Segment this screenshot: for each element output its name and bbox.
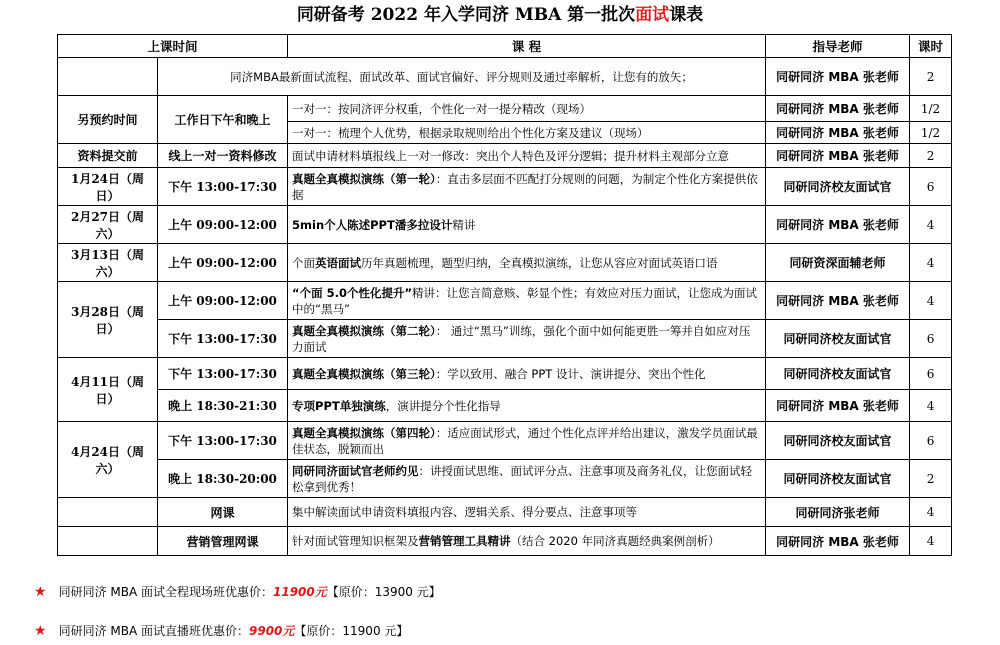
course-cell: 5min个人陈述PPT潘多拉设计精讲 — [288, 206, 766, 244]
teacher-cell: 同研同济 MBA 张老师 — [766, 144, 910, 168]
table-row — [58, 320, 952, 358]
slot-cell: 下午 13:00-17:30 — [158, 320, 288, 358]
hours-cell: 4 — [910, 206, 952, 244]
course-cell: 真题全真模拟演练（第三轮）：学以致用、融合 PPT 设计、演讲提分、突出个性化 — [288, 358, 766, 390]
table-row — [58, 460, 952, 498]
course-cell: 一对一：按同济评分权重，个性化一对一提分精改（现场） — [288, 96, 766, 122]
table-row — [58, 390, 952, 422]
slot-cell: 上午 09:00-12:00 — [158, 282, 288, 320]
teacher-cell: 同研同济 MBA 张老师 — [766, 206, 910, 244]
slot-cell: 上午 09:00-12:00 — [158, 206, 288, 244]
table-header-row — [58, 35, 952, 58]
hours-cell: 4 — [910, 390, 952, 422]
header-hours: 课时 — [910, 35, 952, 58]
slot-cell: 网课 — [158, 498, 288, 527]
teacher-cell: 同研同济校友面试官 — [766, 168, 910, 206]
hours-cell: 4 — [910, 282, 952, 320]
slot-cell: 晚上 18:30-20:00 — [158, 460, 288, 498]
table-row — [58, 144, 952, 168]
slot-cell: 营销管理网课 — [158, 527, 288, 556]
hours-cell: 2 — [910, 460, 952, 498]
teacher-cell: 同研同济校友面试官 — [766, 320, 910, 358]
slot-cell: 晚上 18:30-21:30 — [158, 390, 288, 422]
hours-cell: 1/2 — [910, 96, 952, 122]
hours-cell: 4 — [910, 498, 952, 527]
date-cell: 3月13日（周六） — [58, 244, 158, 282]
teacher-cell: 同研同济 MBA 张老师 — [766, 282, 910, 320]
schedule-table — [57, 34, 952, 556]
teacher-cell: 同研同济 MBA 张老师 — [766, 96, 910, 122]
course-cell: 一对一：梳理个人优势，根据录取规则给出个性化方案及建议（现场） — [288, 122, 766, 144]
course-cell: 集中解读面试申请资料填报内容、逻辑关系、得分要点、注意事项等 — [288, 498, 766, 527]
hours-cell: 4 — [910, 244, 952, 282]
hours-cell: 1/2 — [910, 122, 952, 144]
table-row — [58, 168, 952, 206]
table-row — [58, 96, 952, 122]
table-row — [58, 244, 952, 282]
date-cell: 2月27日（周六） — [58, 206, 158, 244]
hours-cell: 6 — [910, 358, 952, 390]
slot-cell: 线上一对一资料修改 — [158, 144, 288, 168]
teacher-cell: 同研同济张老师 — [766, 498, 910, 527]
hours-cell: 6 — [910, 320, 952, 358]
date-cell: 1月24日（周日） — [58, 168, 158, 206]
slot-cell: 上午 09:00-12:00 — [158, 244, 288, 282]
header-time: 上课时间 — [58, 35, 288, 58]
header-teacher: 指导老师 — [766, 35, 910, 58]
course-cell: 同研同济面试官老师约见：讲授面试思维、面试评分点、注意事项及商务礼仪，让您面试轻松拿到优秀！ — [288, 460, 766, 498]
date-cell: 另预约时间 — [58, 96, 158, 144]
course-cell: 同济MBA最新面试流程、面试改革、面试官偏好、评分规则及通过率解析，让您有的放矢； — [158, 58, 766, 96]
table-row — [58, 422, 952, 460]
slot-cell: 工作日下午和晚上 — [158, 96, 288, 144]
slot-cell: 下午 13:00-17:30 — [158, 168, 288, 206]
date-cell: 资料提交前 — [58, 144, 158, 168]
teacher-cell: 同研同济校友面试官 — [766, 358, 910, 390]
promo-price: 9900元 — [249, 624, 295, 638]
hours-cell: 6 — [910, 422, 952, 460]
course-cell: 专项PPT单独演练，演讲提分个性化指导 — [288, 390, 766, 422]
star-icon: ★ — [34, 623, 47, 639]
hours-cell: 6 — [910, 168, 952, 206]
teacher-cell: 同研同济 MBA 张老师 — [766, 390, 910, 422]
course-cell: 真题全真模拟演练（第一轮）：直击多层面不匹配打分规则的问题，为制定个性化方案提供依据 — [288, 168, 766, 206]
table-row — [58, 358, 952, 390]
promo-online-class: ★ 同研同济 MBA 面试直播班优惠价：9900元【原价：11900 元】 — [34, 623, 409, 639]
teacher-cell: 同研同济 MBA 张老师 — [766, 58, 910, 96]
star-icon: ★ — [34, 584, 47, 600]
course-cell: 真题全真模拟演练（第二轮）： 通过“黑马”训练，强化个面中如何能更胜一筹并自如应对压力面试 — [288, 320, 766, 358]
teacher-cell: 同研同济校友面试官 — [766, 422, 910, 460]
teacher-cell: 同研同济 MBA 张老师 — [766, 122, 910, 144]
date-cell: 4月24日（周六） — [58, 422, 158, 498]
date-cell: 3月28日（周日） — [58, 282, 158, 358]
course-cell: 针对面试管理知识框架及营销管理工具精讲（结合 2020 年同济真题经典案例剖析） — [288, 527, 766, 556]
table-row — [58, 282, 952, 320]
course-cell: 真题全真模拟演练（第四轮）：适应面试形式，通过个性化点评并给出建议，激发学员面试最佳状态，脱颖而出 — [288, 422, 766, 460]
promo-live-class: ★ 同研同济 MBA 面试全程现场班优惠价：11900元【原价：13900 元】 — [34, 584, 441, 600]
hours-cell: 2 — [910, 58, 952, 96]
course-cell: “个面 5.0个性化提升”精讲：让您言简意赅、彰显个性；有效应对压力面试，让您成为面试中的“黑马” — [288, 282, 766, 320]
promo-price: 11900元 — [273, 585, 327, 599]
table-row — [58, 206, 952, 244]
slot-cell: 下午 13:00-17:30 — [158, 358, 288, 390]
teacher-cell: 同研同济 MBA 张老师 — [766, 527, 910, 556]
hours-cell: 4 — [910, 527, 952, 556]
course-cell: 个面英语面试历年真题梳理，题型归纳，全真模拟演练，让您从容应对面试英语口语 — [288, 244, 766, 282]
hours-cell: 2 — [910, 144, 952, 168]
slot-cell: 下午 13:00-17:30 — [158, 422, 288, 460]
teacher-cell: 同研同济校友面试官 — [766, 460, 910, 498]
course-cell: 面试申请材料填报线上一对一修改：突出个人特色及评分逻辑；提升材料主观部分立意 — [288, 144, 766, 168]
header-course: 课 程 — [288, 35, 766, 58]
table-row — [58, 498, 952, 527]
table-row — [58, 527, 952, 556]
date-cell: 4月11日（周日） — [58, 358, 158, 422]
page-title: 同研备考 2022 年入学同济 MBA 第一批次面试课表 — [296, 5, 704, 25]
table-row — [58, 58, 952, 96]
teacher-cell: 同研资深面辅老师 — [766, 244, 910, 282]
